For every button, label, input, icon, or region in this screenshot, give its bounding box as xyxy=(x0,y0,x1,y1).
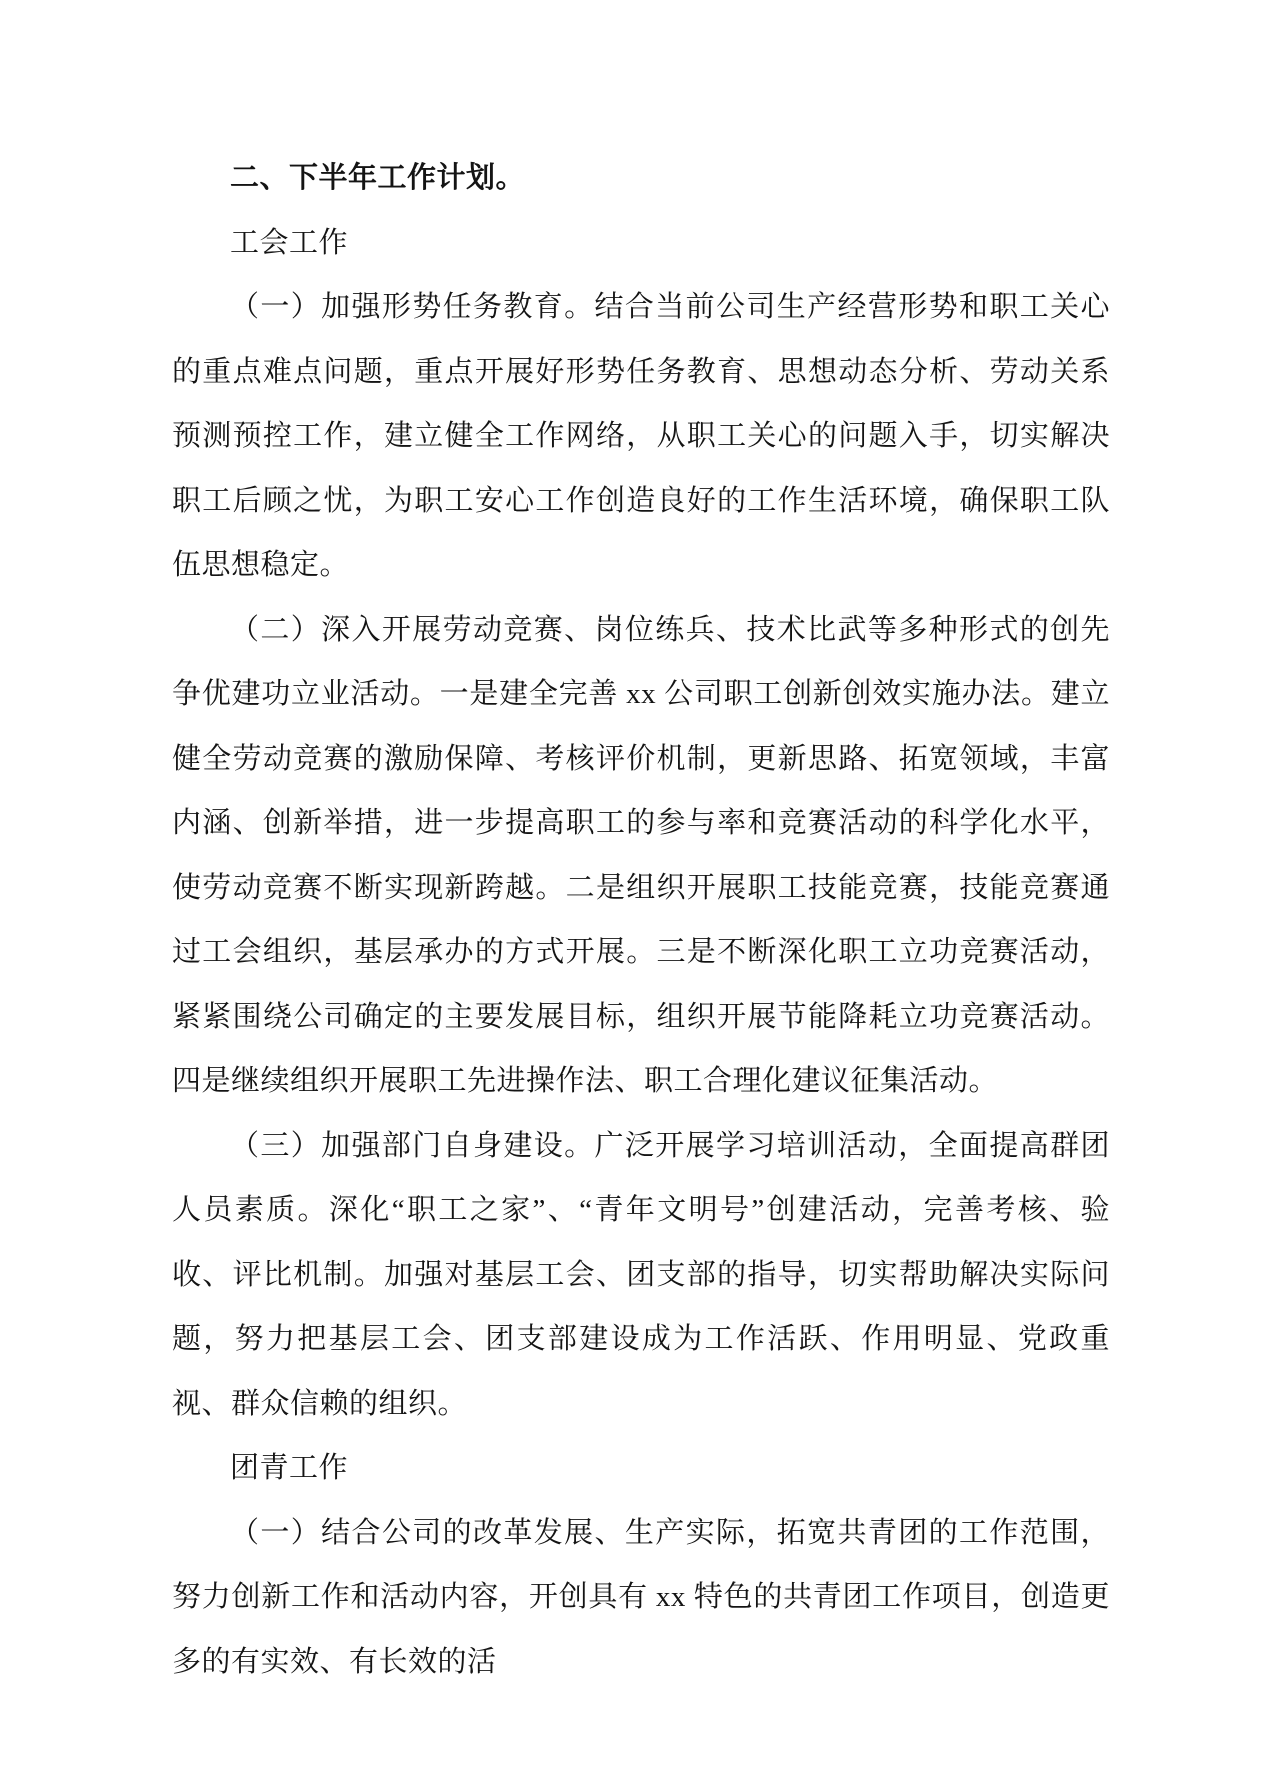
paragraph-youth-1: （一）结合公司的改革发展、生产实际，拓宽共青团的工作范围，努力创新工作和活动内容，开创具有 xx 特色的共青团工作项目，创造更多的有实效、有长效的活 xyxy=(172,1516,1110,1678)
section-label-union-work: 工会工作 xyxy=(230,226,349,259)
paragraph-union-2: （二）深入开展劳动竞赛、岗位练兵、技术比武等多种形式的创先争优建功立业活动。一是建全完善 xx 公司职工创新创效实施办法。建立健全劳动竞赛的激励保障、考核评价机制，更新思路、拓宽领域，丰富内涵、创新举措，进一步提高职工的参与率和竞赛活动的科学化水平，使劳动竞赛不断实现新跨越。二是组织开展职工技能竞赛，技能竞赛通过工会组织，基层承办的方式开展。三是不断深化职工立功竞赛活动，紧紧围绕公司确定的主要发展目标，组织开展节能降耗立功竞赛活动。四是继续组织开展职工先进操作法、职工合理化建议征集活动。 xyxy=(172,613,1110,1097)
paragraph-union-1: （一）加强形势任务教育。结合当前公司生产经营形势和职工关心的重点难点问题，重点开展好形势任务教育、思想动态分析、劳动关系预测预控工作，建立健全工作网络，从职工关心的问题入手，切实解决职工后顾之忧，为职工安心工作创造良好的工作生活环境，确保职工队伍思想稳定。 xyxy=(172,291,1110,581)
document-heading: 二、下半年工作计划。 xyxy=(230,162,526,194)
section-label-youth-work: 团青工作 xyxy=(230,1452,349,1484)
paragraph-union-3: （三）加强部门自身建设。广泛开展学习培训活动，全面提高群团人员素质。深化“职工之家”、“青年文明号”创建活动，完善考核、验收、评比机制。加强对基层工会、团支部的指导，切实帮助解决实际问题，努力把基层工会、团支部建设成为工作活跃、作用明显、党政重视、群众信赖的组织。 xyxy=(172,1129,1110,1420)
